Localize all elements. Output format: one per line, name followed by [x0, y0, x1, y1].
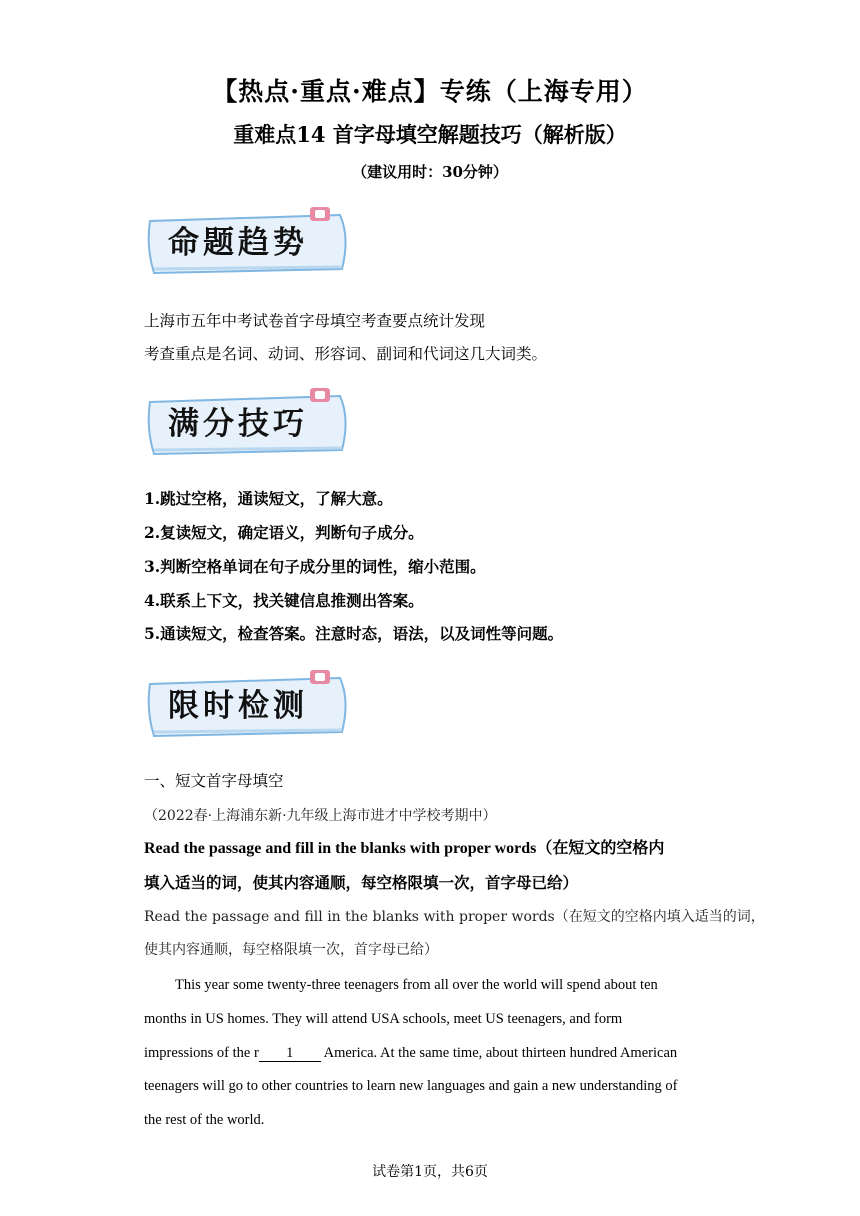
answer-blank-1[interactable]: 1	[259, 1046, 321, 1062]
part-title: 一、短文首字母填空	[144, 772, 284, 790]
passage-line-3	[144, 1043, 677, 1063]
passage-line-1: This year some twenty-three teenagers from all over the world will spend about ten	[175, 977, 658, 993]
time-note: （建议用时：30分钟）	[352, 163, 508, 181]
skill-item-1: 1.跳过空格，通读短文，了解大意。	[144, 489, 393, 508]
instruction-line-1: Read the passage and fill in the blanks with proper words（在短文的空格内填入适当的词，	[144, 909, 765, 925]
trend-line-2: 考查重点是名词、动词、形容词、副词和代词这几大词类。	[144, 345, 548, 363]
banner-skills-label: 满分技巧	[168, 406, 308, 442]
passage-line-4: teenagers will go to other countries to learn new languages and gain a new understanding of	[144, 1078, 678, 1094]
passage-line-3-before: impressions of the r	[144, 1045, 259, 1061]
banner-trend	[144, 207, 354, 275]
banner-trend-label: 命题趋势	[168, 225, 308, 261]
skill-item-2: 2.复读短文，确定语义，判断句子成分。	[144, 523, 424, 542]
skill-item-5: 5.通读短文，检查答案。注意时态，语法，以及词性等问题。	[144, 624, 564, 643]
passage-line-5: the rest of the world.	[144, 1112, 265, 1128]
passage-line-3-after: America. At the same time, about thirteen hundred American	[320, 1045, 678, 1061]
instruction-bold-line-1: Read the passage and fill in the blanks with proper words（在短文的空格内	[144, 840, 665, 857]
page-footer: 试卷第1页，共6页	[372, 1164, 488, 1180]
document-subtitle: 重难点14 首字母填空解题技巧（解析版）	[233, 122, 627, 147]
banner-test	[144, 670, 354, 738]
banner-skills	[144, 388, 354, 456]
skill-item-4: 4.联系上下文，找关键信息推测出答案。	[144, 591, 424, 610]
instruction-line-2: 使其内容通顺，每空格限填一次，首字母已给）	[144, 942, 438, 958]
trend-line-1: 上海市五年中考试卷首字母填空考查要点统计发现	[144, 312, 486, 330]
skill-item-3: 3.判断空格单词在句子成分里的词性，缩小范围。	[144, 557, 486, 576]
banner-test-label: 限时检测	[168, 688, 308, 724]
passage-line-2: months in US homes. They will attend USA schools, meet US teenagers, and form	[144, 1011, 623, 1027]
question-source: （2022春·上海浦东新·九年级上海市进才中学校考期中）	[144, 808, 497, 824]
document-title: 【热点·重点·难点】专练（上海专用）	[212, 77, 648, 106]
instruction-bold-line-2: 填入适当的词，使其内容通顺，每空格限填一次，首字母已给）	[144, 873, 579, 892]
